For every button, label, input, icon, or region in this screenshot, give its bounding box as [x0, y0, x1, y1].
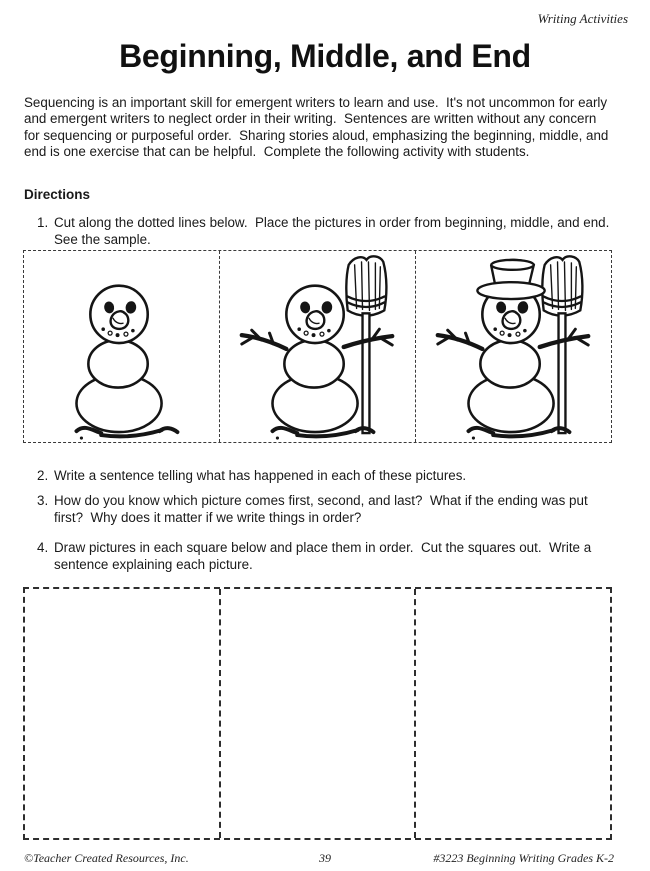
footer-page-number: 39 [319, 851, 331, 865]
snowman-plain-image [25, 253, 219, 441]
direction-text: Cut along the dotted lines below. Place the pictures in order from beginning, middle, and end. See the sample. [54, 215, 617, 247]
direction-text: Draw pictures in each square below and place them in order. Cut the squares out. Write a sentence explaining each picture. [54, 540, 595, 572]
drawing-square-2 [219, 589, 415, 838]
direction-number: 1. [37, 215, 49, 230]
direction-text: Write a sentence telling what has happened in each of these pictures. [54, 468, 467, 483]
direction-number: 3. [37, 493, 49, 508]
direction-item-2 [37, 468, 614, 485]
direction-item-1 [37, 215, 617, 248]
sample-pictures-box [23, 250, 612, 443]
footer-copyright: ©Teacher Created Resources, Inc. [24, 851, 189, 865]
drawing-square-1 [25, 589, 219, 838]
snowman-hat-arms-broom-image [417, 253, 611, 441]
direction-number: 2. [37, 468, 49, 483]
sample-panel-middle [219, 251, 415, 442]
direction-item-3 [37, 493, 614, 526]
drawing-square-3 [414, 589, 610, 838]
footer-book-title: #3223 Beginning Writing Grades K-2 [433, 851, 614, 865]
intro-paragraph: Sequencing is an important skill for emergent writers to learn and use. It's not uncommon for early and emergent writers to neglect order in their writing. Sentences are written without any concern for sequencing or purposeful order. Sharing stories aloud, emphasizing the beginning, middle, and end is one exercise that can be helpful. Complete the following activity with students. [24, 95, 613, 160]
direction-item-4 [37, 540, 614, 573]
direction-number: 4. [37, 540, 49, 555]
snowman-arms-broom-image [221, 253, 415, 441]
sample-panel-beginning [24, 251, 219, 442]
drawing-squares-box [23, 587, 612, 840]
sample-panel-end [415, 251, 611, 442]
directions-heading: Directions [24, 187, 91, 202]
header-category-label: Writing Activities [537, 11, 628, 26]
page-title: Beginning, Middle, and End [119, 38, 531, 74]
direction-text: How do you know which picture comes first, second, and last? What if the ending was put first? Why does it matter if we write things in order? [54, 493, 592, 525]
